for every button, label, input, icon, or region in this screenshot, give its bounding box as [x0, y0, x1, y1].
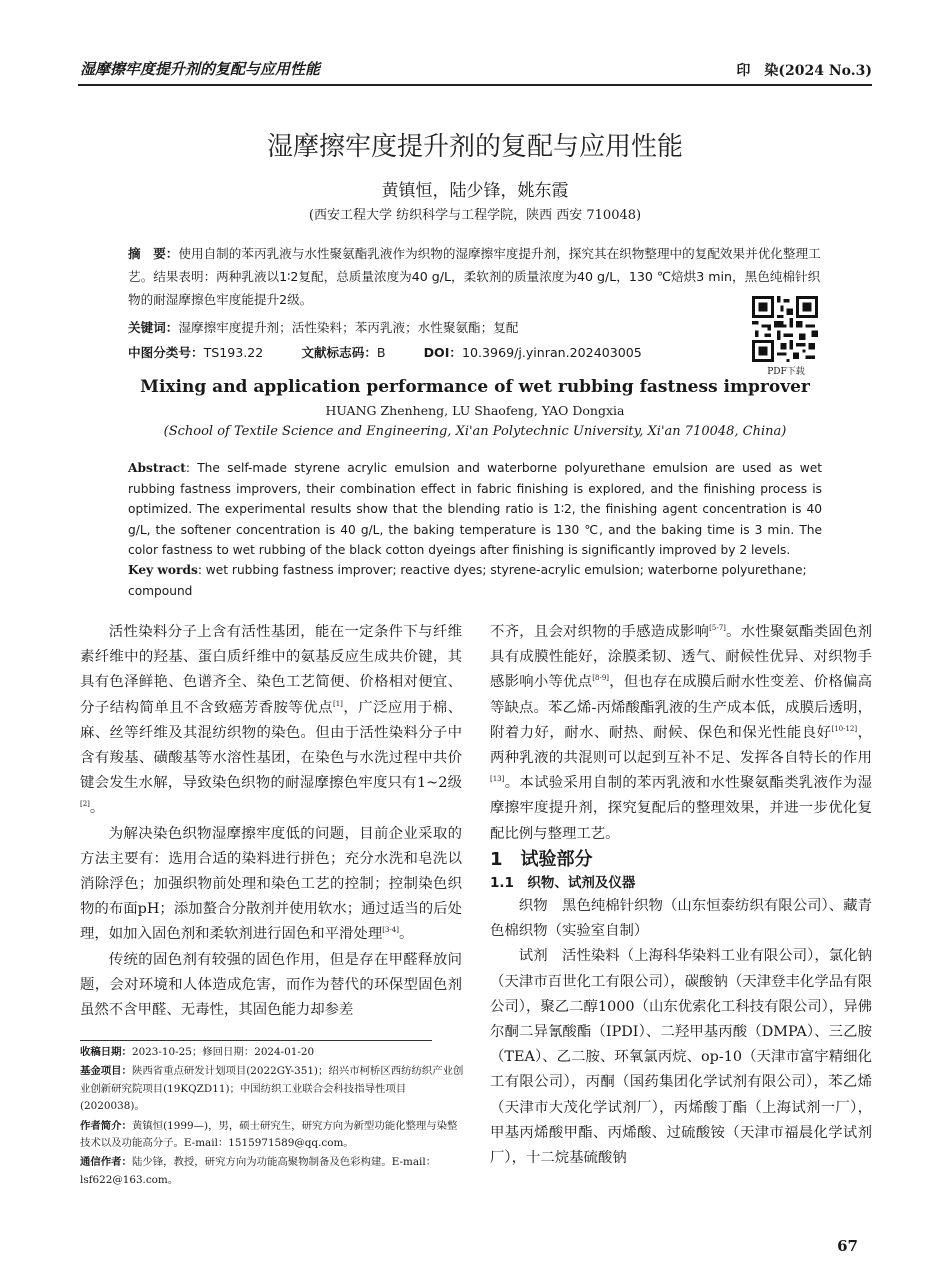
footnotes: [80, 1044, 465, 1191]
keywords-cn: [128, 317, 518, 336]
affiliation: (西安工程大学 纺织科学与工程学院，陕西 西安 710048): [308, 208, 642, 223]
header-rule: [78, 84, 872, 86]
abstract-en-text: : The self-made styrene acrylic emulsion and waterborne polyurethane emulsion are used as wet rubbing fastness improvers, their combination effect in fabric finishing is explored, and the finishing process is optimized. The experimental results show that the blending ratio is 1∶2, the finishing agent concentration is 40 g/L, the softener concentration is 40 g/L, the baking temperature is 130 ℃, and the baking time is 3 min. The color fastness to wet rubbing of the black cotton dyeings after finishing is significantly improved by 2 levels.: [128, 461, 822, 557]
keywords-en-text: : wet rubbing fastness improver; reactive dyes; styrene-acrylic emulsion; waterborne polyurethane; compound: [128, 563, 807, 598]
footnote-received: 收稿日期：2023-10-25；修回日期：2024-01-20: [80, 1046, 315, 1058]
paper-title: 湿摩擦牢度提升剂的复配与应用性能: [266, 132, 683, 162]
keywords-cn-text: 湿摩擦牢度提升剂；活性染料；苯丙乳液；水性聚氨酯；复配: [178, 320, 519, 335]
keywords-en-label: Key words: [128, 563, 198, 577]
running-header-title: 湿摩擦牢度提升剂的复配与应用性能: [80, 60, 321, 78]
paragraph: 传统的固色剂有较强的固色作用，但是存在甲醛释放问题，会对环境和人体造成危害，而作为替代的环保型固色剂虽然不含甲醛、无毒性，其固色能力却参差: [80, 951, 462, 1019]
paragraph: 为解决染色织物湿摩擦牢度低的问题，目前企业采取的方法主要有：选用合适的染料进行拼色；充分水洗和皂洗以消除浮色；加强织物前处理和染色工艺的控制；控制染色织物的布面pH；添加螯合分散剂并使用软水；通过适当的后处理，如加入固色剂和柔软剂进行固色和平滑处理[3-4]。: [80, 825, 462, 943]
body-column-right: [490, 620, 872, 1171]
footnote-fund: 基金项目：陕西省重点研发计划项目(2022GY-351)；绍兴市柯桥区西纺纺织产业创业创新研究院项目(19KQZD11)；中国纺织工业联合会科技指导性项目(2020038)。: [80, 1065, 464, 1113]
footnote-rule: [80, 1040, 432, 1041]
abstract-en: [128, 458, 822, 561]
doi-label: DOI：: [423, 345, 463, 360]
keywords-cn-label: 关键词：: [128, 320, 179, 335]
abstract-cn: [128, 242, 822, 311]
abstract-cn-text: 使用自制的苯丙乳液与水性聚氨酯乳液作为织物的湿摩擦牢度提升剂，探究其在织物整理中的复配效果并优化整理工艺。结果表明：两种乳液以1∶2复配，总质量浓度为40 g/L，柔软剂的质量浓度为40 g/L，130 ℃焙烘3 min，黑色纯棉针织物的耐湿摩擦色牢度能提升2级。: [128, 246, 821, 307]
authors: 黄镇恒，陆少锋，姚东霞: [381, 181, 569, 201]
clc-label: 中图分类号：: [128, 345, 204, 360]
doi-value[interactable]: 10.3969/j.yinran.202403005: [462, 345, 642, 360]
abstract-en-label: Abstract: [128, 461, 186, 475]
paragraph: 活性染料分子上含有活性基团，能在一定条件下与纤维素纤维中的羟基、蛋白质纤维中的氨基反应生成共价键，其具有色泽鲜艳、色谱齐全、染色工艺简便、价格相对便宜、分子结构简单且不含致癌芳香胺等优点[1]，广泛应用于棉、麻、丝等纤维及其混纺织物的染色。但由于活性染料分子中含有羧基、磺酸基等水溶性基团，在染色与水洗过程中共价键会发生水解，导致染色织物的耐湿摩擦色牢度只有1~2级[2]。: [80, 624, 462, 817]
clc-value: TS193.22: [203, 345, 264, 360]
paragraph: 不齐，且会对织物的手感造成影响[5-7]。水性聚氨酯类固色剂具有成膜性能好，涂膜柔韧、透气、耐候性优异、对织物手感影响小等优点[8-9]，但也存在成膜后耐水性变差、价格偏高等缺点。苯乙烯-丙烯酸酯乳液的生产成本低，成膜后透明，附着力好，耐水、耐热、耐候、保色和保光性能良好[10-12]，两种乳液的共混则可以起到互补不足、发挥各自特长的作用[13]。本试验采用自制的苯丙乳液和水性聚氨酯类乳液作为湿摩擦牢度提升剂，探究复配后的整理效果，并进一步优化复配比例与整理工艺。: [490, 624, 872, 842]
citation[interactable]: [2]: [80, 800, 90, 809]
subsection-heading: 1.1 织物、试剂及仪器: [490, 875, 636, 892]
running-header-journal: 印 染(2024 No.3): [736, 63, 872, 79]
english-authors: HUANG Zhenheng, LU Shaofeng, YAO Dongxia: [325, 403, 625, 418]
qr-code-icon[interactable]: [752, 296, 818, 362]
keywords-en: [128, 560, 822, 601]
citation[interactable]: [1]: [333, 699, 343, 708]
footnote-author: 作者简介：黄镇恒(1999—)，男，硕士研究生，研究方向为新型功能化整理与染整技术以及功能高分子。E-mail：1515971589@qq.com。: [80, 1119, 458, 1150]
citation[interactable]: [10-12]: [831, 724, 858, 733]
citation[interactable]: [13]: [490, 775, 505, 784]
page-number: 67: [837, 1237, 858, 1255]
citation[interactable]: [3-4]: [382, 926, 399, 935]
abstract-cn-label: 摘 要：: [128, 246, 179, 261]
qr-caption: PDF下载: [767, 367, 805, 377]
english-affiliation: (School of Textile Science and Engineering, Xi'an Polytechnic University, Xi'an 710048, China): [163, 424, 787, 439]
paragraph: 织物 黑色纯棉针织物（山东恒泰纺织有限公司）、藏青色棉织物（实验室自制）: [490, 898, 872, 940]
footnote-corresponding: 通信作者：陆少锋，教授，研究方向为功能高聚物制备及色彩构建。E-mail：lsf622@163.com。: [80, 1156, 437, 1186]
doc-label: 文献标志码：: [301, 345, 377, 360]
english-title: Mixing and application performance of wet rubbing fastness improver: [140, 377, 810, 397]
citation[interactable]: [8-9]: [592, 674, 610, 683]
classification-line: [128, 342, 688, 361]
body-column-left: [80, 620, 462, 1023]
section-heading: 1 试验部分: [490, 848, 593, 870]
paragraph: 试剂 活性染料（上海科华染料工业有限公司），氯化钠（天津市百世化工有限公司），碳酸钠（天津登丰化学品有限公司），聚乙二醇1000（山东优索化工科技有限公司），异佛尔酮二异氰酸酯（IPDI）、二羟甲基丙酸（DMPA）、三乙胺（TEA）、乙二胺、环氧氯丙烷、op-10（天津市富宇精细化工有限公司），丙酮（国药集团化学试剂有限公司），苯乙烯（天津市大茂化学试剂厂），丙烯酸丁酯（上海试剂一厂），甲基丙烯酸甲酯、丙烯酸、过硫酸铵（天津市福晨化学试剂厂），十二烷基硫酸钠: [490, 948, 872, 1167]
doc-value: B: [376, 345, 386, 360]
citation[interactable]: [5-7]: [709, 624, 726, 632]
